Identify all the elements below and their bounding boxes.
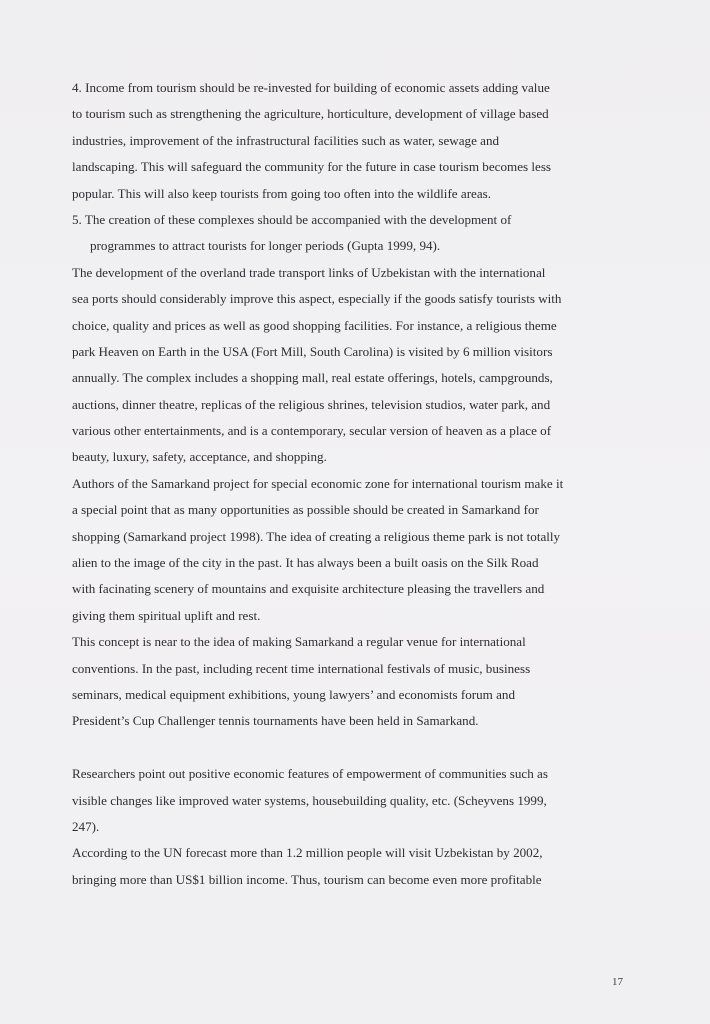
- list-item-5-line-1: 5. The creation of these complexes should be accompanied with the development of: [72, 211, 512, 227]
- paragraph-samarkand-line-5: with facinating scenery of mountains and exquisite architecture pleasing the travellers and: [72, 581, 545, 597]
- list-item-4-line-1: 4. Income from tourism should be re-invested for building of economic assets adding value: [72, 80, 550, 95]
- paragraph-conventions-line-4: President’s Cup Challenger tennis tournaments have been held in Samarkand.: [72, 713, 479, 729]
- list-item-4-line-2: to tourism such as strengthening the agriculture, horticulture, development of village based: [72, 106, 549, 122]
- paragraph-transport-line-4: park Heaven on Earth in the USA (Fort Mill, South Carolina) is visited by 6 million visitors: [72, 343, 553, 359]
- paragraph-researchers-line-3: 247).: [72, 818, 100, 834]
- paragraph-forecast-line-2: bringing more than US$1 billion income. Thus, tourism can become even more profitable: [72, 871, 542, 887]
- paragraph-transport-line-5: annually. The complex includes a shopping mall, real estate offerings, hotels, campgrounds,: [72, 370, 553, 386]
- paragraph-transport-line-3: choice, quality and prices as well as good shopping facilities. For instance, a religious theme: [72, 317, 557, 333]
- paragraph-forecast-line-1: According to the UN forecast more than 1.2 million people will visit Uzbekistan by 2002,: [72, 845, 543, 861]
- list-item-4-line-4: landscaping. This will safeguard the community for the future in case tourism becomes less: [72, 159, 552, 175]
- list-item-4-line-5: popular. This will also keep tourists from going too often into the wildlife areas.: [72, 185, 492, 201]
- paragraph-samarkand-line-6: giving them spiritual uplift and rest.: [72, 607, 261, 623]
- paragraph-researchers-line-2: visible changes like improved water systems, housebuilding quality, etc. (Scheyvens 1999,: [72, 792, 547, 808]
- paragraph-conventions-line-1: This concept is near to the idea of making Samarkand a regular venue for international: [72, 634, 526, 650]
- paragraph-transport-line-1: The development of the overland trade transport links of Uzbekistan with the international: [72, 264, 546, 280]
- list-item-4-line-3: industries, improvement of the infrastructural facilities such as water, sewage and: [72, 132, 500, 148]
- paragraph-transport-line-7: various other entertainments, and is a contemporary, secular version of heaven as a place of: [72, 423, 552, 439]
- paragraph-transport-line-8: beauty, luxury, safety, acceptance, and shopping.: [72, 449, 327, 465]
- paragraph-transport-line-6: auctions, dinner theatre, replicas of the religious shrines, television studios, water park, and: [72, 396, 551, 412]
- paragraph-researchers-line-1: Researchers point out positive economic features of empowerment of communities such as: [72, 766, 548, 782]
- body-text: [72, 75, 642, 893]
- page-number: 17: [612, 976, 623, 988]
- paragraph-conventions-line-3: seminars, medical equipment exhibitions, young lawyers’ and economists forum and: [72, 686, 516, 702]
- paragraph-samarkand-line-1: Authors of the Samarkand project for special economic zone for international tourism make it: [72, 475, 564, 491]
- paragraph-gap: [72, 735, 642, 761]
- paragraph-conventions-line-2: conventions. In the past, including recent time international festivals of music, business: [72, 660, 531, 676]
- paragraph-samarkand-line-2: a special point that as many opportunities as possible should be created in Samarkand for: [72, 502, 539, 518]
- list-item-5-line-2: programmes to attract tourists for longer periods (Gupta 1999, 94).: [90, 238, 441, 254]
- paragraph-transport-line-2: sea ports should considerably improve this aspect, especially if the goods satisfy tourists with: [72, 291, 562, 307]
- paragraph-samarkand-line-4: alien to the image of the city in the past. It has always been a built oasis on the Silk Road: [72, 555, 539, 571]
- paragraph-samarkand-line-3: shopping (Samarkand project 1998). The idea of creating a religious theme park is not totally: [72, 528, 561, 544]
